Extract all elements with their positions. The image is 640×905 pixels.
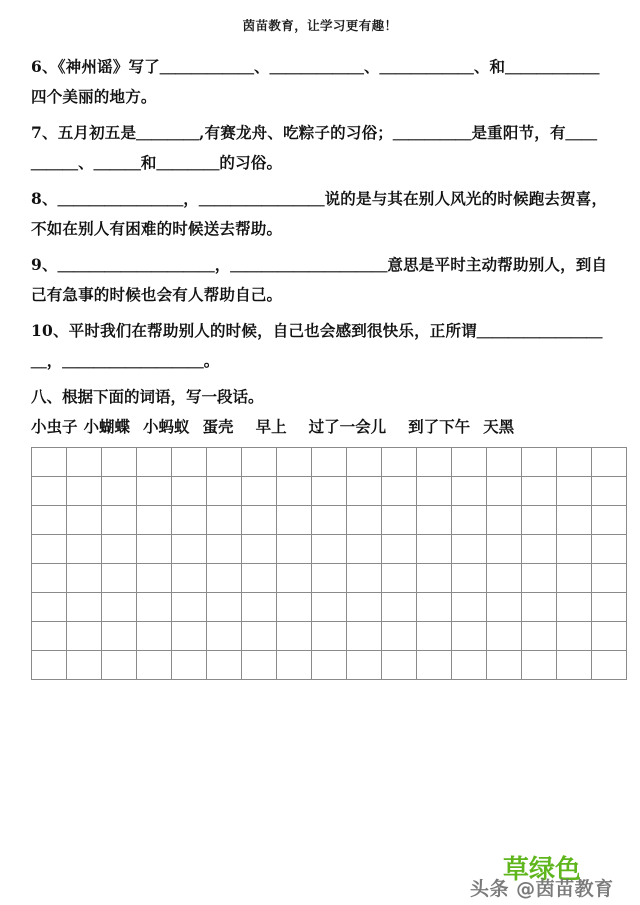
writing-grid-cell[interactable] — [67, 506, 102, 535]
questions-container — [31, 52, 609, 442]
vocabulary-word: 小蚂蚁 — [143, 417, 190, 436]
writing-grid-cell[interactable] — [207, 651, 242, 680]
writing-grid-cell[interactable] — [102, 651, 137, 680]
writing-grid-cell[interactable] — [382, 535, 417, 564]
writing-grid-cell[interactable] — [137, 477, 172, 506]
writing-grid-cell[interactable] — [417, 564, 452, 593]
vocabulary-word: 到了下午 — [408, 417, 471, 436]
writing-grid-cell[interactable] — [382, 506, 417, 535]
writing-grid-cell[interactable] — [347, 535, 382, 564]
writing-grid-cell[interactable] — [487, 622, 522, 651]
writing-grid-cell[interactable] — [417, 506, 452, 535]
writing-grid-cell[interactable] — [172, 564, 207, 593]
writing-grid-cell[interactable] — [592, 564, 627, 593]
writing-grid-cell[interactable] — [102, 535, 137, 564]
writing-grid-cell[interactable] — [137, 535, 172, 564]
writing-grid-cell[interactable] — [557, 593, 592, 622]
writing-grid-cell[interactable] — [137, 506, 172, 535]
writing-grid-cell[interactable] — [207, 448, 242, 477]
writing-grid-cell[interactable] — [557, 535, 592, 564]
watermark-green-text: 草绿色 — [503, 855, 582, 885]
writing-grid-cell[interactable] — [557, 622, 592, 651]
writing-grid-cell[interactable] — [452, 477, 487, 506]
writing-grid-cell[interactable] — [592, 651, 627, 680]
writing-grid-cell[interactable] — [32, 622, 67, 651]
question-number: 10、 — [31, 321, 69, 340]
writing-grid-cell[interactable] — [312, 651, 347, 680]
writing-grid-cell[interactable] — [347, 448, 382, 477]
writing-grid-cell[interactable] — [32, 564, 67, 593]
writing-grid-cell[interactable] — [137, 448, 172, 477]
writing-grid-cell[interactable] — [277, 535, 312, 564]
writing-grid-cell[interactable] — [277, 564, 312, 593]
writing-grid-cell[interactable] — [172, 506, 207, 535]
writing-grid-cell[interactable] — [592, 593, 627, 622]
writing-grid-cell[interactable] — [382, 622, 417, 651]
writing-grid-cell[interactable] — [172, 622, 207, 651]
writing-grid-cell[interactable] — [557, 651, 592, 680]
writing-grid-cell[interactable] — [102, 564, 137, 593]
writing-grid-cell[interactable] — [417, 622, 452, 651]
writing-grid-cell[interactable] — [137, 651, 172, 680]
writing-grid-cell[interactable] — [557, 477, 592, 506]
question-item — [31, 316, 609, 376]
writing-grid-row — [32, 564, 627, 593]
writing-grid-cell[interactable] — [242, 651, 277, 680]
writing-grid-cell[interactable] — [137, 564, 172, 593]
writing-grid-cell[interactable] — [452, 593, 487, 622]
writing-grid-cell[interactable] — [67, 622, 102, 651]
writing-grid-wrapper — [31, 447, 627, 680]
writing-grid-cell[interactable] — [172, 477, 207, 506]
writing-grid-cell[interactable] — [32, 506, 67, 535]
writing-grid-cell[interactable] — [102, 448, 137, 477]
writing-grid-cell[interactable] — [417, 477, 452, 506]
question-text: 五月初五是＿＿＿＿,有赛龙舟、吃粽子的习俗；＿＿＿＿＿是重阳节，有＿＿＿＿＿、＿＿＿和＿＿＿＿的习俗。 — [31, 123, 598, 172]
writing-grid-cell[interactable] — [382, 564, 417, 593]
writing-grid-row — [32, 477, 627, 506]
writing-grid-cell[interactable] — [522, 622, 557, 651]
writing-grid-cell[interactable] — [522, 651, 557, 680]
writing-grid-cell[interactable] — [487, 651, 522, 680]
writing-grid-cell[interactable] — [277, 477, 312, 506]
writing-grid-cell[interactable] — [487, 477, 522, 506]
writing-grid-cell[interactable] — [207, 564, 242, 593]
writing-grid-cell[interactable] — [382, 593, 417, 622]
writing-grid-cell[interactable] — [242, 593, 277, 622]
writing-grid-cell[interactable] — [67, 593, 102, 622]
writing-grid-row — [32, 448, 627, 477]
page-header-slogan: 茵苗教育，让学习更有趣！ — [242, 18, 398, 33]
question-number: 7、 — [31, 123, 58, 142]
writing-grid-cell[interactable] — [312, 622, 347, 651]
writing-grid-cell[interactable] — [32, 535, 67, 564]
writing-grid-row — [32, 651, 627, 680]
writing-grid-cell[interactable] — [522, 506, 557, 535]
writing-grid-cell[interactable] — [32, 593, 67, 622]
question-item — [31, 250, 609, 310]
writing-grid-cell[interactable] — [242, 564, 277, 593]
writing-grid-row — [32, 593, 627, 622]
writing-grid-cell[interactable] — [487, 593, 522, 622]
writing-grid-cell[interactable] — [312, 593, 347, 622]
writing-grid-cell[interactable] — [32, 477, 67, 506]
writing-grid-cell[interactable] — [347, 651, 382, 680]
writing-grid-cell[interactable] — [242, 506, 277, 535]
writing-grid-cell[interactable] — [312, 535, 347, 564]
writing-grid-cell[interactable] — [312, 448, 347, 477]
question-number: 6、 — [31, 57, 58, 76]
writing-grid-cell[interactable] — [382, 651, 417, 680]
writing-grid-row — [32, 622, 627, 651]
writing-grid-cell[interactable] — [242, 535, 277, 564]
writing-grid-cell[interactable] — [452, 622, 487, 651]
question-item — [31, 52, 609, 112]
question-text: ＿＿＿＿＿＿＿＿，＿＿＿＿＿＿＿＿说的是与其在别人风光的时候跑去贺喜，不如在别人有困难的时候送去帮助。 — [31, 189, 608, 238]
writing-grid[interactable] — [31, 447, 627, 680]
writing-grid-cell[interactable] — [347, 477, 382, 506]
writing-grid-cell[interactable] — [522, 477, 557, 506]
writing-grid-cell[interactable] — [172, 651, 207, 680]
writing-grid-cell[interactable] — [452, 448, 487, 477]
vocabulary-word: 天黑 — [483, 417, 515, 436]
writing-grid-cell[interactable] — [522, 564, 557, 593]
writing-grid-cell[interactable] — [347, 593, 382, 622]
vocabulary-word: 过了一会儿 — [308, 417, 387, 436]
writing-grid-cell[interactable] — [557, 506, 592, 535]
writing-grid-cell[interactable] — [312, 564, 347, 593]
writing-grid-cell[interactable] — [522, 535, 557, 564]
writing-grid-cell[interactable] — [487, 564, 522, 593]
writing-grid-cell[interactable] — [67, 564, 102, 593]
writing-grid-cell[interactable] — [172, 448, 207, 477]
writing-grid-cell[interactable] — [557, 448, 592, 477]
vocabulary-word: 小蝴蝶 — [83, 417, 131, 436]
section-heading-eight: 八、根据下面的词语，写一段话。 — [31, 387, 264, 406]
question-text: 《神州谣》写了＿＿＿＿＿＿、＿＿＿＿＿＿、＿＿＿＿＿＿、和＿＿＿＿＿＿四个美丽的地方。 — [31, 57, 600, 106]
writing-grid-cell[interactable] — [277, 651, 312, 680]
writing-grid-cell[interactable] — [67, 535, 102, 564]
writing-grid-cell[interactable] — [417, 448, 452, 477]
writing-grid-cell[interactable] — [32, 448, 67, 477]
writing-grid-cell[interactable] — [417, 593, 452, 622]
watermark-source-attribution: 头条 @茵苗教育 — [470, 878, 614, 900]
writing-grid-cell[interactable] — [557, 564, 592, 593]
writing-grid-cell[interactable] — [207, 506, 242, 535]
writing-grid-cell[interactable] — [522, 593, 557, 622]
writing-grid-cell[interactable] — [277, 593, 312, 622]
question-text: 平时我们在帮助别人的时候，自己也会感到很快乐，正所谓＿＿＿＿＿＿＿＿＿，＿＿＿＿＿＿＿＿＿。 — [31, 321, 603, 370]
writing-grid-cell[interactable] — [487, 448, 522, 477]
writing-grid-cell[interactable] — [592, 448, 627, 477]
writing-grid-cell[interactable] — [347, 622, 382, 651]
writing-grid-cell[interactable] — [242, 622, 277, 651]
question-item — [31, 118, 609, 178]
writing-grid-cell[interactable] — [67, 448, 102, 477]
writing-grid-cell[interactable] — [312, 477, 347, 506]
writing-grid-cell[interactable] — [102, 593, 137, 622]
writing-grid-cell[interactable] — [592, 506, 627, 535]
vocabulary-word: 早上 — [255, 417, 287, 436]
writing-grid-cell[interactable] — [242, 448, 277, 477]
writing-grid-cell[interactable] — [452, 535, 487, 564]
vocabulary-word: 蛋壳 — [202, 417, 234, 436]
writing-grid-cell[interactable] — [137, 593, 172, 622]
writing-grid-cell[interactable] — [277, 622, 312, 651]
writing-grid-row — [32, 535, 627, 564]
vocabulary-word-list — [31, 412, 609, 442]
writing-grid-cell[interactable] — [312, 506, 347, 535]
writing-grid-cell[interactable] — [67, 651, 102, 680]
writing-grid-cell[interactable] — [67, 477, 102, 506]
writing-grid-cell[interactable] — [417, 651, 452, 680]
writing-grid-cell[interactable] — [382, 448, 417, 477]
writing-grid-cell[interactable] — [172, 535, 207, 564]
writing-grid-cell[interactable] — [207, 535, 242, 564]
writing-grid-cell[interactable] — [102, 506, 137, 535]
writing-grid-cell[interactable] — [207, 477, 242, 506]
writing-grid-cell[interactable] — [277, 506, 312, 535]
vocabulary-word: 小虫子 — [31, 417, 78, 436]
writing-grid-cell[interactable] — [207, 593, 242, 622]
writing-grid-cell[interactable] — [32, 651, 67, 680]
writing-grid-cell[interactable] — [592, 622, 627, 651]
question-number: 8、 — [31, 189, 58, 208]
writing-grid-cell[interactable] — [382, 477, 417, 506]
writing-grid-cell[interactable] — [417, 535, 452, 564]
writing-grid-cell[interactable] — [487, 535, 522, 564]
writing-grid-cell[interactable] — [347, 506, 382, 535]
writing-grid-cell[interactable] — [242, 477, 277, 506]
writing-grid-cell[interactable] — [452, 506, 487, 535]
writing-grid-row — [32, 506, 627, 535]
writing-grid-cell[interactable] — [207, 622, 242, 651]
writing-grid-cell[interactable] — [452, 651, 487, 680]
writing-grid-cell[interactable] — [102, 477, 137, 506]
writing-grid-cell[interactable] — [592, 477, 627, 506]
writing-grid-cell[interactable] — [172, 593, 207, 622]
question-text: ＿＿＿＿＿＿＿＿＿＿，＿＿＿＿＿＿＿＿＿＿意思是平时主动帮助别人，到自己有急事的时候也会有人帮助自己。 — [31, 255, 608, 304]
writing-grid-cell[interactable] — [347, 564, 382, 593]
writing-grid-cell[interactable] — [592, 535, 627, 564]
writing-grid-cell[interactable] — [487, 506, 522, 535]
writing-grid-cell[interactable] — [102, 622, 137, 651]
question-number: 9、 — [31, 255, 58, 274]
writing-grid-cell[interactable] — [277, 448, 312, 477]
writing-grid-cell[interactable] — [522, 448, 557, 477]
writing-grid-cell[interactable] — [137, 622, 172, 651]
question-item — [31, 184, 609, 244]
writing-grid-cell[interactable] — [452, 564, 487, 593]
